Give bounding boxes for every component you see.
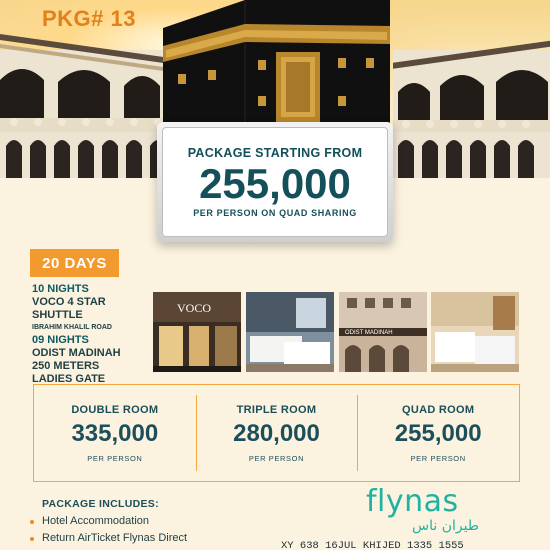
room-quad (357, 385, 519, 481)
room-price: 255,000 (394, 419, 482, 447)
room-pricing (33, 384, 520, 482)
include-label: Return AirTicket Flynas Direct (42, 532, 188, 544)
makkah-road: IBRAHIM KHALIL ROAD (32, 324, 112, 331)
flynas-logo-arabic: طيران ناس (412, 518, 479, 534)
makkah-hotel: VOCO 4 STAR (32, 296, 106, 308)
includes-title: PACKAGE INCLUDES: (42, 498, 159, 510)
madinah-gate: LADIES GATE (32, 373, 106, 385)
days-badge: 20 DAYS (30, 249, 119, 277)
room-type: QUAD ROOM (401, 403, 475, 416)
odist-sign: ODIST MADINAH (344, 330, 393, 336)
madinah-nights: 09 NIGHTS (32, 334, 89, 346)
price-subtitle: PER PERSON ON QUAD SHARING (193, 208, 357, 218)
photo-odist-exterior (339, 292, 428, 372)
room-price: 280,000 (233, 419, 320, 447)
room-per: PER PERSON (410, 453, 466, 463)
flynas-logo: flynas (366, 484, 459, 519)
room-price: 335,000 (71, 419, 159, 447)
room-per: PER PERSON (87, 453, 143, 463)
room-triple (196, 385, 358, 481)
makkah-nights: 10 NIGHTS (32, 283, 89, 295)
photo-odist-room (431, 292, 520, 372)
list-item (30, 530, 187, 547)
bullet-icon (30, 537, 34, 541)
hotel-photos (153, 292, 520, 372)
price-label: PACKAGE STARTING FROM (187, 146, 363, 160)
starting-price: 255,000 (199, 160, 351, 207)
price-card (157, 122, 393, 242)
includes-list (30, 513, 187, 547)
photo-voco-room (246, 292, 335, 372)
room-per: PER PERSON (248, 453, 305, 463)
room-double (34, 385, 196, 481)
voco-sign: VOCO (177, 301, 212, 315)
include-label: Hotel Accommodation (42, 515, 149, 527)
photo-voco-exterior (153, 292, 242, 372)
price-card-inner (162, 127, 388, 237)
package-title: PKG# 13 (42, 6, 136, 31)
list-item (30, 513, 187, 530)
itinerary (32, 283, 152, 386)
makkah-shuttle: SHUTTLE (32, 309, 83, 321)
room-type: DOUBLE ROOM (71, 403, 159, 416)
room-type: TRIPLE ROOM (236, 403, 317, 416)
bullet-icon (30, 520, 34, 524)
madinah-distance: 250 METERS (32, 360, 100, 372)
flight-details: XY 638 16JUL KHIJED 1335 1555 (281, 540, 464, 550)
madinah-hotel: ODIST MADINAH (32, 347, 121, 359)
